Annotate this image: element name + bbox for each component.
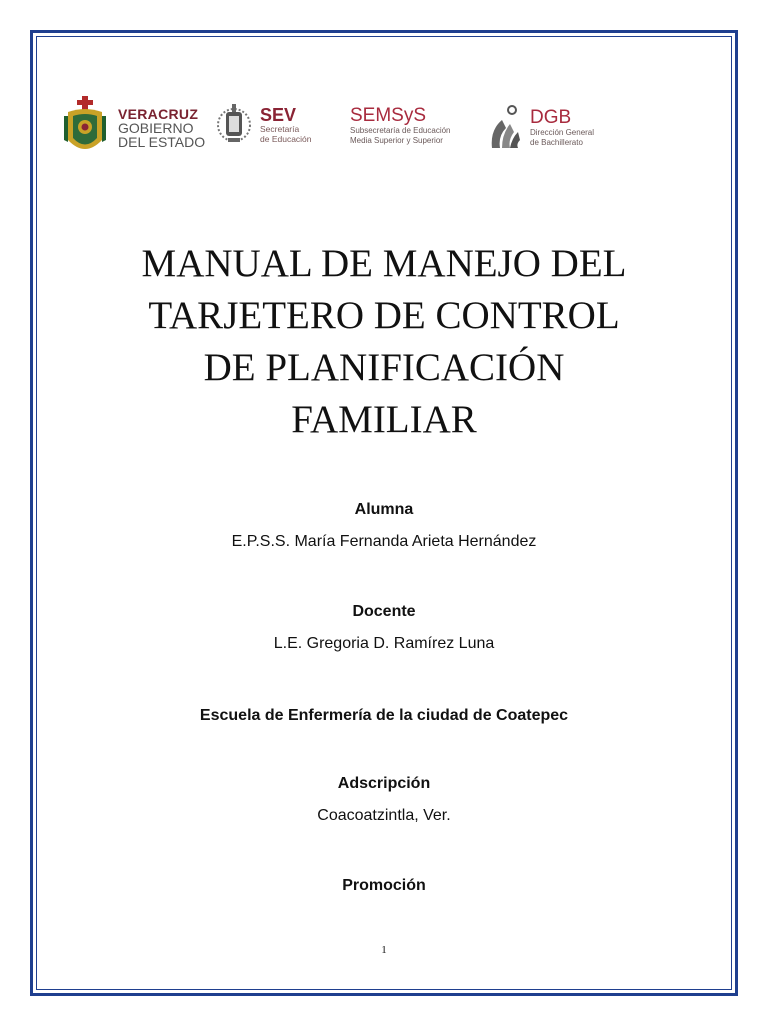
logo-strip xyxy=(60,92,620,172)
student-name: E.P.S.S. María Fernanda Arieta Hernández xyxy=(231,533,537,550)
title-line-4: FAMILIAR xyxy=(291,398,477,441)
sev-seal-icon xyxy=(216,98,252,152)
school-section xyxy=(60,706,708,726)
assignment-place: Coacoatzintla, Ver. xyxy=(317,807,451,824)
veracruz-logo-line2: GOBIERNO xyxy=(118,120,194,136)
veracruz-government-logo xyxy=(62,96,205,160)
teacher-label: Docente xyxy=(352,603,416,620)
promotion-label: Promoción xyxy=(342,877,426,894)
document-title xyxy=(60,238,708,446)
sev-logo xyxy=(216,98,312,152)
dgb-logo xyxy=(488,104,594,152)
school-name: Escuela de Enfermería de la ciudad de Coatepec xyxy=(199,707,569,724)
semsys-logo-line2: Subsecretaría de Educación xyxy=(350,126,451,135)
dgb-logo-line2: Dirección General xyxy=(530,128,595,137)
teacher-section xyxy=(60,602,708,654)
sev-logo-line1: SEV xyxy=(260,105,297,125)
student-section xyxy=(60,500,708,552)
dgb-emblem-icon xyxy=(488,104,522,152)
page-number: 1 xyxy=(381,944,387,956)
semsys-logo-line3: Media Superior y Superior xyxy=(350,136,443,145)
veracruz-logo-line3: DEL ESTADO xyxy=(118,134,206,150)
sev-logo-line2: Secretaría xyxy=(260,124,300,134)
title-line-3: DE PLANIFICACIÓN xyxy=(203,346,565,389)
dgb-logo-line3: de Bachillerato xyxy=(530,138,583,147)
promotion-section xyxy=(60,876,708,896)
dgb-logo-line1: DGB xyxy=(530,107,572,128)
semsys-logo xyxy=(350,106,451,146)
assignment-label: Adscripción xyxy=(337,775,431,792)
semsys-logo-line1: SEMSyS xyxy=(350,105,427,126)
veracruz-coat-of-arms-icon xyxy=(62,96,108,160)
sev-logo-line3: de Educación xyxy=(260,134,312,144)
title-line-2: TARJETERO DE CONTROL xyxy=(148,294,620,337)
assignment-section xyxy=(60,774,708,826)
title-line-1: MANUAL DE MANEJO DEL xyxy=(141,242,627,285)
student-label: Alumna xyxy=(354,501,414,518)
teacher-name: L.E. Gregoria D. Ramírez Luna xyxy=(273,635,495,652)
veracruz-logo-line1: VERACRUZ xyxy=(118,106,199,122)
